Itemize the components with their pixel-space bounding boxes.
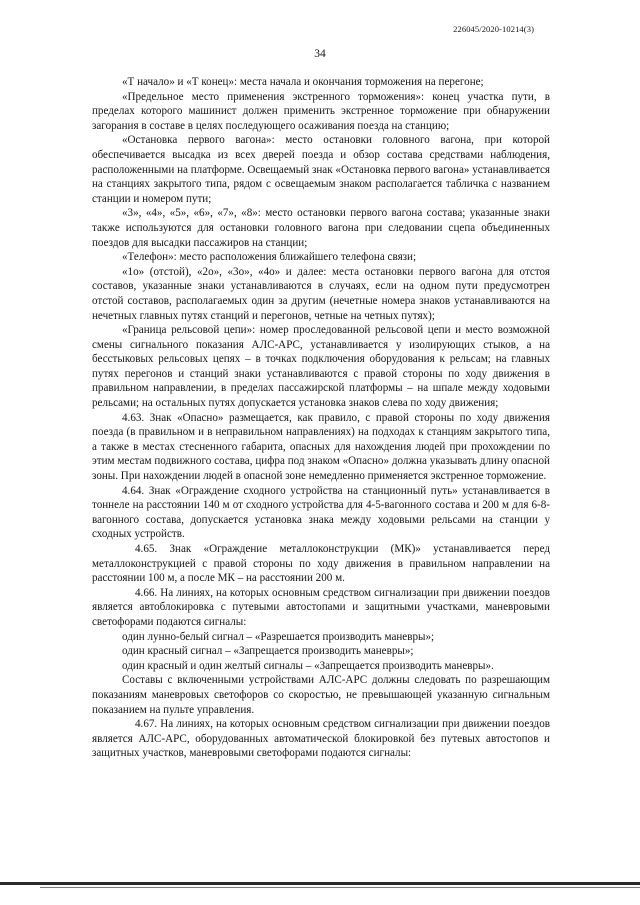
bottom-scan-border [0,882,640,885]
paragraph: 4.67. На линиях, на которых основным средством сигнализации при движении поездов является АЛС-АРС, оборудованных автоматической блокировкой без путевых автостопов и защитных участков, маневровыми светофорами подаются сигналы: [92,718,550,760]
document-id: 226045/2020-10214(3) [453,24,534,34]
paragraph: Составы с включенными устройствами АЛС-АРС должны следовать по разрешающим показаниям маневровых светофоров со скоростью, не превышающей указанную сигнальным показанием на пульте управления. [92,674,550,716]
paragraph: «Т начало» и «Т конец»: места начала и окончания торможения на перегоне; [122,76,484,88]
signal-list-item: один лунно-белый сигнал – «Разрешается производить маневры»; [122,630,435,643]
bottom-scan-border-thin [40,887,640,888]
signal-list-item: один красный и один желтый сигналы – «Запрещается производить маневры». [122,659,494,672]
paragraph: 4.63. Знак «Опасно» размещается, как правило, с правой стороны по ходу движения поезда (в правильном и в неправильном направлениях) на подходах к станциям закрытого типа, а также в местах стесненного габарита, опасных для нахождения людей при прохождении по этим местам подвижного состава, цифра под знаком «Опасно» должна указывать длину опасной зоны. При нахождении людей в опасной зоне немедленно применяется экстренное торможение. [92,411,550,483]
page-number: 34 [314,48,326,60]
document-body [92,75,550,761]
signal-list-item: один красный сигнал – «Запрещается производить маневры»; [122,645,414,658]
paragraph: «Телефон»: место расположения ближайшего телефона связи; [122,251,417,264]
paragraph: «3», «4», «5», «6», «7», «8»: место остановки первого вагона состава; указанные знаки также используются для остановки головного вагона при следовании сцепа объединенных поездов для высадки пассажиров на станции; [92,207,550,249]
paragraph: «1о» (отстой), «2о», «3о», «4о» и далее: места остановки первого вагона для отстоя составов, указанные знаки устанавливаются в случаях, если на одном пути предусмотрен отстой составов, располагаемых один за другим (нечетные номера знаков устанавливаются на нечетных главных путях станций и перегонов, четные на четных путях); [92,265,550,322]
paragraph: «Граница рельсовой цепи»: номер проследованной рельсовой цепи и место возможной смены сигнального показания АЛС-АРС, устанавливается у изолирующих стыков, а на бесстыковых рельсовых цепях – в точках подключения оборудования к рельсам; на главных путях перегонов и станций знаки устанавливаются с правой стороны по ходу движения в правильном направлении, в пределах пассажирской платформы – на шпале между ходовыми рельсами; на остальных путях допускается установка знаков слева по ходу движения; [92,324,550,410]
paragraph: «Остановка первого вагона»: место остановки головного вагона, при которой обеспечивается высадка из всех дверей поезда и обзор состава средствами наблюдения, расположенными на платформе. Освещаемый знак «Остановка первого вагона» устанавливается на станциях закрытого типа, рядом с освещаемым знаком располагается табличка с названием станции и номером пути; [92,134,550,205]
paragraph: 4.66. На линиях, на которых основным средством сигнализации при движении поездов является автоблокировка с путевыми автостопами и защитными участками, маневровыми светофорами подаются сигналы: [92,586,550,628]
paragraph: «Предельное место применения экстренного торможения»: конец участка пути, в пределах которого машинист должен применить экстренное торможение при обнаружении загорания в составе в целях последующего осаживания поезда на станцию; [92,90,550,132]
paragraph: 4.65. Знак «Ограждение металлоконструкции (МК)» устанавливается перед металлоконструкцией с правой стороны по ходу движения в правильном направлении на расстоянии 100 м, а после МК – на расстоянии 200 м. [92,543,550,585]
paragraph: 4.64. Знак «Ограждение сходного устройства на станционный путь» устанавливается в тоннеле на расстоянии 140 м от сходного устройства для 4-5-вагонного состава и 200 м для 6-8-вагонного состава, допускается установка знака между ходовыми рельсами на станции у сходных устройств. [92,484,550,541]
